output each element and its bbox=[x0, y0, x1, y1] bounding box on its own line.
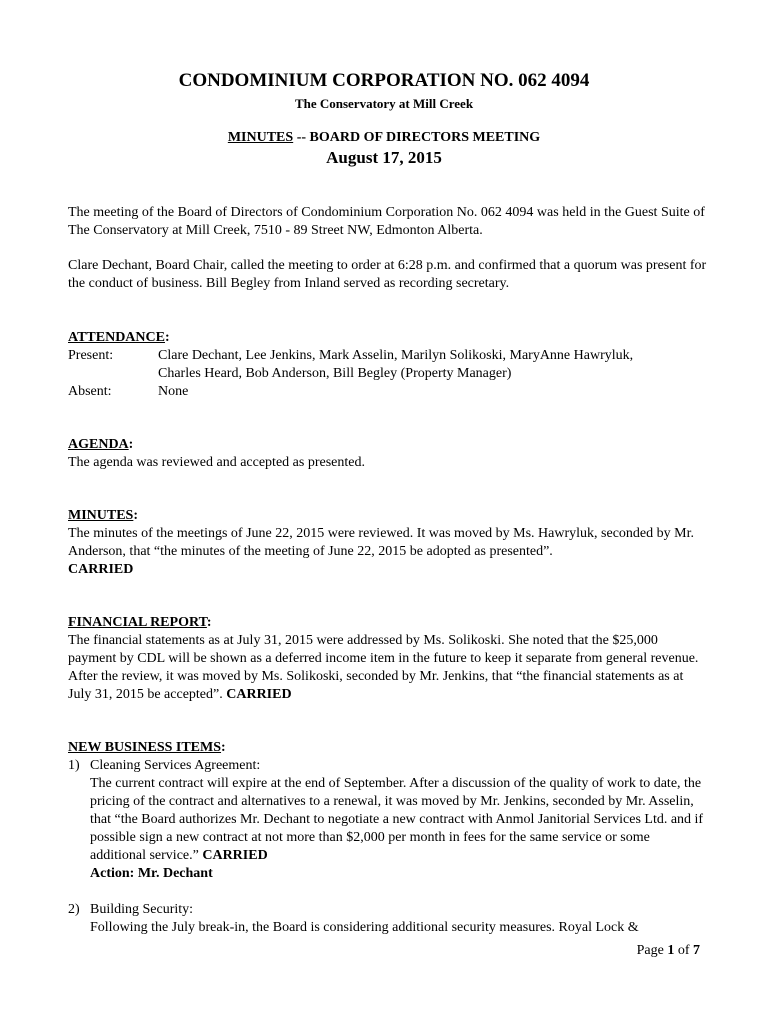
financial-carried: CARRIED bbox=[226, 687, 292, 702]
financial-heading: FINANCIAL REPORT bbox=[68, 615, 207, 630]
item-text: Following the July break-in, the Board is considering additional security measures. Royal Lock & bbox=[90, 920, 639, 935]
item-title: Building Security: bbox=[90, 902, 194, 917]
item-number: 1) bbox=[68, 758, 80, 773]
minutes-label: MINUTES bbox=[227, 130, 294, 145]
minutes-heading: MINUTES bbox=[68, 508, 134, 523]
agenda-section: AGENDA: The agenda was reviewed and accepted as presented. bbox=[68, 436, 708, 472]
meeting-date: August 17, 2015 bbox=[326, 148, 442, 167]
page-current: 1 bbox=[667, 943, 675, 958]
document-title: CONDOMINIUM CORPORATION NO. 062 4094 bbox=[178, 70, 590, 91]
document-subtitle: The Conservatory at Mill Creek bbox=[294, 96, 474, 111]
item-carried: CARRIED bbox=[202, 848, 268, 863]
present-line-1: Clare Dechant, Lee Jenkins, Mark Asselin, Marilyn Solikoski, MaryAnne Hawryluk, bbox=[158, 348, 634, 363]
attendance-section: ATTENDANCE: Present: Clare Dechant, Lee Jenkins, Mark Asselin, Marilyn Solikoski, MaryAnne Hawryluk, Charles Heard, Bob Anderson, Bill Begley (Property Manager) Absent: None bbox=[68, 329, 708, 401]
agenda-text: The agenda was reviewed and accepted as presented. bbox=[68, 455, 365, 470]
page-number: Page 1 of 7 bbox=[636, 943, 700, 958]
minutes-carried: CARRIED bbox=[68, 562, 134, 577]
minutes-section: MINUTES: The minutes of the meetings of June 22, 2015 were reviewed. It was moved by Ms. Hawryluk, seconded by Mr. Anderson, that “the minutes of the meeting of June 22, 2015 be adopted as presented”. CARRIED bbox=[68, 507, 708, 579]
item-text: The current contract will expire at the end of September. After a discussion of the quality of work to date, the pricing of the contract and alternatives to a renewal, it was moved by Mr. Jenkins, seconded by Mr. Asselin, that “the Board authorizes Mr. Dechant to negotiate a new contract with Anmol Janitorial Services Ltd. and if possible sign a new contract at not more than $2,000 per month in fees for the same service or some additional service.” CARRIED bbox=[90, 776, 704, 863]
intro-paragraph-2: Clare Dechant, Board Chair, called the meeting to order at 6:28 p.m. and confirmed that a quorum was present for the conduct of business. Bill Begley from Inland served as recording secretary. bbox=[68, 258, 707, 291]
absent-label: Absent: bbox=[68, 384, 112, 399]
agenda-heading: AGENDA bbox=[68, 437, 129, 452]
item-title: Cleaning Services Agreement: bbox=[90, 758, 261, 773]
financial-section: FINANCIAL REPORT: The financial statements as at July 31, 2015 were addressed by Ms. Solikoski. She noted that the $25,000 payment by CDL will be shown as a deferred income item in the future to keep it separate from general revenue. After the review, it was moved by Ms. Solikoski, seconded by Mr. Jenkins, that “the financial statements as at July 31, 2015 be accepted”. CARRIED bbox=[68, 614, 708, 704]
attendance-present-row bbox=[68, 347, 708, 383]
business-item bbox=[68, 901, 708, 937]
present-label: Present: bbox=[68, 348, 114, 363]
attendance-heading: ATTENDANCE bbox=[68, 330, 165, 345]
attendance-absent-row bbox=[68, 383, 708, 401]
business-item bbox=[68, 757, 708, 883]
meeting-label: -- BOARD OF DIRECTORS MEETING bbox=[293, 130, 541, 145]
new-business-heading: NEW BUSINESS ITEMS bbox=[68, 740, 222, 755]
financial-text: The financial statements as at July 31, 2015 were addressed by Ms. Solikoski. She noted that the $25,000 payment by CDL will be shown as a deferred income item in the future to keep it separate from general revenue. After the review, it was moved by Ms. Solikoski, seconded by Mr. Jenkins, that “the financial statements as at July 31, 2015 be accepted”. CARRIED bbox=[68, 633, 699, 702]
intro-paragraph-1: The meeting of the Board of Directors of Condominium Corporation No. 062 4094 was held in the Guest Suite of The Conservatory at Mill Creek, 7510 - 89 Street NW, Edmonton Alberta. bbox=[68, 205, 705, 238]
minutes-text: The minutes of the meetings of June 22, 2015 were reviewed. It was moved by Ms. Hawryluk, seconded by Mr. Anderson, that “the minutes of the meeting of June 22, 2015 be adopted as presented”. bbox=[68, 526, 694, 559]
meeting-heading bbox=[0, 130, 768, 146]
absent-value: None bbox=[158, 384, 189, 399]
present-line-2: Charles Heard, Bob Anderson, Bill Begley (Property Manager) bbox=[158, 366, 512, 381]
page-total: 7 bbox=[693, 943, 700, 958]
item-number: 2) bbox=[68, 902, 80, 917]
new-business-section: NEW BUSINESS ITEMS: 1) Cleaning Services Agreement: The current contract will expire at the end of September. After a discussion of the quality of work to date, the pricing of the contract and alternatives to a renewal, it was moved by Mr. Jenkins, seconded by Mr. Asselin, that “the Board authorizes Mr. Dechant to negotiate a new contract with Anmol Janitorial Services Ltd. and if possible sign a new contract at not more than $2,000 per month in fees for the same service or some additional service.” CARRIED Action: Mr. Dechant 2) Building Security: Following the July break-in, the Board is considering additional security measures. Royal Lock & bbox=[68, 739, 708, 937]
item-action: Action: Mr. Dechant bbox=[90, 866, 213, 881]
